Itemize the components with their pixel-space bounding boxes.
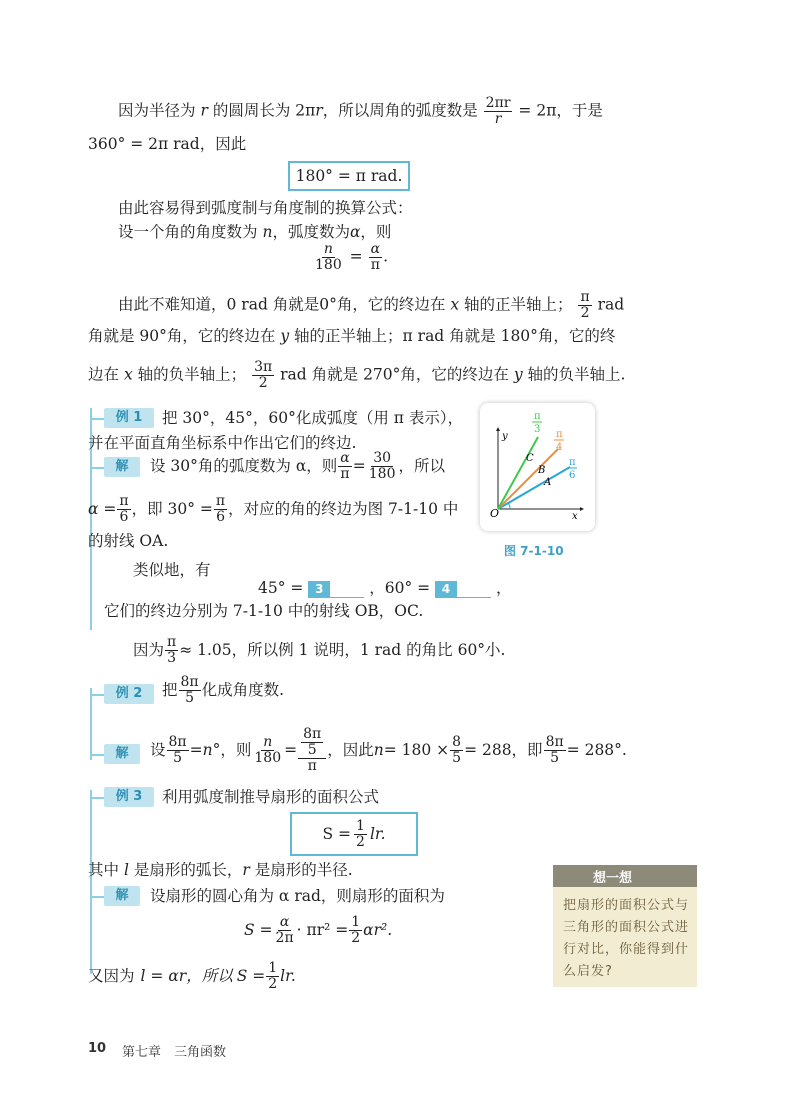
text: 轴的负半轴上；: [137, 365, 247, 384]
blank-4[interactable]: 4: [435, 580, 491, 598]
solution1-line6: 它们的终边分别为 7-1-10 中的射线 OB，OC.: [104, 602, 424, 620]
x-label: x: [572, 511, 578, 522]
text: ，60° =: [369, 579, 431, 597]
text: ，即 30° =: [131, 500, 213, 518]
var-n: n: [202, 741, 213, 759]
solution1-tag: 解: [104, 457, 140, 477]
text: 边在: [88, 365, 120, 384]
chapter-title: 三角函数: [174, 1045, 227, 1060]
example3-tag: 例 3: [104, 787, 154, 807]
sector-area-formula-box: [290, 812, 418, 856]
solution1-line3: 的射线 OA.: [88, 532, 169, 550]
solution1-line5: [258, 578, 512, 598]
fraction: $\frac{\alpha}{2\pi}$: [275, 913, 294, 946]
para2-line1: 由此容易得到弧度制与角度制的换算公式：: [118, 199, 413, 217]
text: =: [352, 457, 366, 475]
text: = 180 ×: [383, 741, 450, 759]
text: 是扇形的弧长，: [133, 861, 243, 879]
text: 把: [162, 681, 178, 699]
text: S =: [236, 967, 266, 985]
text: α =: [88, 500, 117, 518]
solution1-line1: [150, 448, 445, 484]
var-n: n: [373, 741, 384, 759]
chapter-label: 第七章: [122, 1045, 162, 1060]
var-y: y: [513, 365, 523, 384]
fraction: $\frac{8}{5}$: [452, 733, 462, 766]
para1-line1: [118, 96, 603, 127]
think-body: 把扇形的面积公式与三角形的面积公式进行对比，你能得到什么启发?: [563, 898, 690, 979]
fraction: $\frac{\pi}{2}$: [580, 289, 590, 321]
y-label: y: [502, 431, 508, 442]
example2-hook: [90, 694, 104, 696]
para3-line1: [118, 290, 624, 321]
formula-box-180-pi: 180° = π rad.: [288, 161, 410, 191]
text: = 2π，于是: [518, 101, 603, 120]
solution3-tag: 解: [104, 886, 140, 906]
label-a-den: 6: [569, 470, 576, 481]
think-title: 想一想: [593, 871, 633, 886]
text: rad 角就是 270°角，它的终边在: [280, 365, 509, 384]
think-box: [553, 865, 697, 987]
arc-a: [508, 503, 510, 509]
text: 化成角度数.: [201, 681, 285, 699]
text: rad: [597, 295, 625, 314]
compound-fraction: $\frac{\frac{8\pi}{5}}{\pi}$: [298, 727, 326, 774]
fraction: $\frac{\alpha}{\pi}$: [340, 449, 350, 482]
text: lr.: [280, 967, 296, 985]
solution2-line1: [150, 714, 627, 786]
solution2-hook: [90, 754, 104, 756]
label-a-num: π: [569, 457, 576, 468]
fraction: $\frac{30}{180}$: [368, 449, 396, 482]
text: 因为半径为: [118, 101, 196, 120]
fraction: $\frac{1}{2}$: [268, 959, 278, 992]
solution3-line2: [244, 910, 392, 950]
text: 因为: [133, 641, 165, 659]
solution3-line1: 设扇形的圆心角为 α rad，则扇形的面积为: [150, 887, 445, 905]
angle-diagram: [480, 403, 595, 531]
example2-tag: 例 2: [104, 684, 154, 704]
text: S =: [244, 921, 273, 939]
example1-hook: [90, 418, 104, 420]
text: 由此不难知道，0 rad 角就是0°角，它的终边在: [118, 295, 446, 314]
text: ，因此: [327, 741, 374, 759]
solution1-line2: [88, 491, 458, 527]
x-axis-arrow: [580, 507, 584, 511]
var-x: x: [123, 365, 133, 384]
fraction: $\frac{8\pi}{5}$: [545, 733, 564, 766]
example3-side-bar: [90, 790, 92, 974]
text: =: [189, 741, 203, 759]
var-alpha: α: [349, 223, 361, 241]
text: 的圆周长为 2π: [212, 101, 316, 120]
fraction: $\frac{3\pi}{2}$: [254, 359, 273, 391]
text: ，所以周角的弧度数是: [322, 101, 478, 120]
text: 设: [150, 741, 166, 759]
text: 轴的正半轴上；: [464, 295, 573, 314]
y-axis-arrow: [496, 427, 500, 431]
point-b-label: B: [538, 465, 546, 476]
point-c-label: C: [526, 453, 534, 464]
text: ，弧度数为: [272, 223, 350, 241]
fraction: $\frac{2\pi r}{r}$: [485, 95, 511, 127]
text: 是扇形的半径.: [254, 861, 353, 879]
text: 角就是 90°角，它的终边在: [88, 327, 276, 345]
text: ，对应的角的终边为图 7-1-10 中: [228, 500, 459, 518]
text: 又因为: [88, 967, 135, 985]
text: 设一个角的角度数为: [118, 223, 258, 241]
text: 轴的正半轴上；π rad 角就是 180°角，它的终: [294, 327, 616, 345]
label-b-den: 4: [556, 442, 563, 453]
fraction: $\frac{n}{180}$: [254, 733, 282, 766]
para1-line2: 360° = 2π rad，因此: [88, 135, 247, 153]
example2-side-bar: [90, 688, 92, 760]
solution2-tag: 解: [104, 744, 140, 764]
solution1-line7: [133, 632, 505, 668]
label-b-num: π: [556, 429, 563, 440]
text: = 288°.: [566, 741, 627, 759]
example2-line1: [162, 672, 284, 708]
fraction: $\frac{\pi}{6}$: [215, 492, 226, 525]
text: °，则: [212, 741, 252, 759]
text: αr².: [363, 921, 393, 939]
solution1-hook: [90, 467, 104, 469]
example1-line1: 把 30°，45°，60°化成弧度（用 π 表示），: [162, 409, 464, 427]
solution3-hook: [90, 896, 104, 898]
example1-tag: 例 1: [104, 408, 154, 428]
text: lr.: [369, 825, 386, 843]
text: l = αr，所以: [140, 967, 233, 985]
blank-3[interactable]: 3: [308, 580, 364, 598]
solution1-line4: 类似地，有: [133, 561, 211, 579]
fraction: $\frac{1}{2}$: [356, 817, 365, 850]
example3-hook: [90, 797, 104, 799]
text: · πr² =: [296, 921, 349, 939]
text: ，所以: [398, 457, 446, 475]
var-l: l: [123, 861, 129, 879]
text: = 288，即: [464, 741, 543, 759]
origin-label: O: [490, 507, 500, 520]
think-header: [553, 865, 697, 887]
text: 其中: [88, 861, 120, 879]
text: ，则: [360, 223, 392, 241]
var-r: r: [200, 101, 208, 120]
fraction: $\frac{8\pi}{5}$: [168, 733, 187, 766]
conversion-equation: $\frac{n}{180}$ = $\frac{\alpha}{\pi}$ .: [315, 241, 389, 273]
para3-line3: [88, 360, 625, 391]
text: =: [284, 741, 298, 759]
text: 45° =: [258, 579, 304, 597]
point-a-label: A: [544, 477, 552, 488]
solution3-line3: [88, 956, 296, 996]
fraction: $\frac{1}{2}$: [351, 913, 361, 946]
example3-line1: 利用弧度制推导扇形的面积公式: [162, 788, 380, 806]
label-c-num: π: [534, 411, 541, 422]
figure-7-1-10-card: [480, 403, 595, 531]
example1-line2: 并在平面直角坐标系中作出它们的终边.: [88, 434, 357, 452]
var-r: r: [242, 861, 250, 879]
text: S =: [322, 825, 352, 843]
var-r: r: [315, 101, 323, 120]
var-x: x: [450, 295, 460, 314]
var-y: y: [280, 327, 290, 345]
figure-caption: 图 7-1-10: [504, 544, 564, 558]
label-c-den: 3: [534, 424, 541, 435]
var-n: n: [262, 223, 273, 241]
fraction: $\frac{\alpha}{\pi}$: [370, 241, 381, 273]
para2-line2: [118, 222, 391, 242]
para3-line2: [88, 326, 615, 346]
text: ≈ 1.05，所以例 1 说明，1 rad 的角比 60°小.: [179, 641, 506, 659]
fraction: $\frac{8\pi}{5}$: [180, 673, 199, 706]
page-number: 10: [88, 1041, 107, 1056]
fraction: $\frac{\pi}{3}$: [167, 633, 177, 666]
text: 设 30°角的弧度数为 α，则: [150, 457, 338, 475]
fraction: $\frac{n}{180}$: [315, 241, 342, 273]
text: ，: [496, 579, 512, 597]
example3-line2: [88, 860, 353, 880]
text: 轴的负半轴上.: [527, 365, 626, 384]
fraction: $\frac{\pi}{6}$: [119, 492, 129, 525]
